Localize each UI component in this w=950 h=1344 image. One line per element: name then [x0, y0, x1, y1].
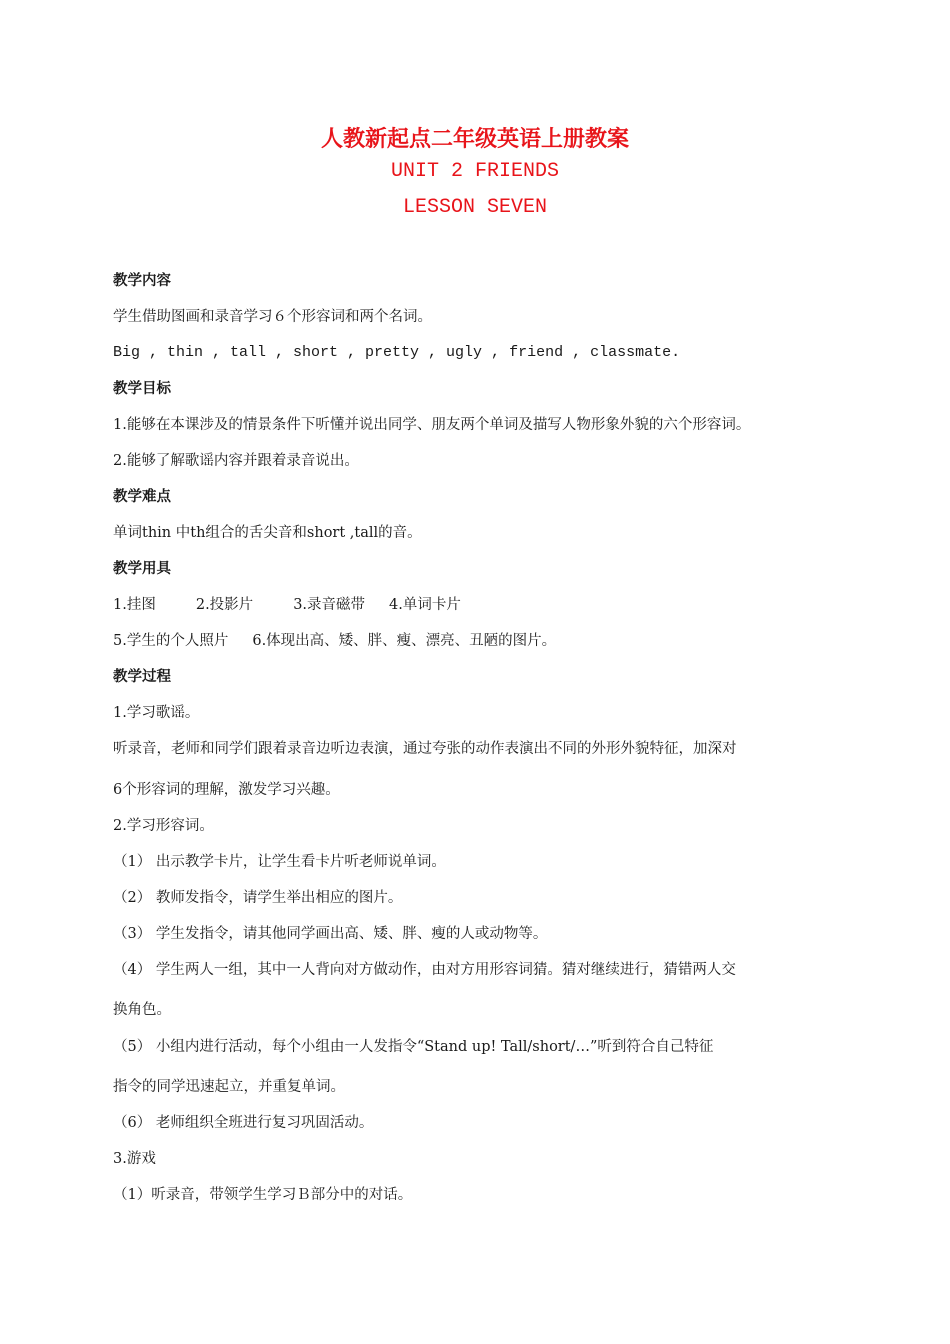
vocabulary-line: Big , thin , tall , short , pretty , ugly , friend , classmate. — [113, 344, 681, 361]
tools-row — [113, 595, 461, 615]
tool-item: 2.投影片 — [195, 597, 254, 613]
tools-row — [113, 631, 556, 651]
objective-item: 1.能够在本课涉及的情景条件下听懂并说出同学、朋友两个单词及描写人物形象外貌的六个形容词。 — [113, 417, 751, 433]
process-substep-continued: 换角色。 — [113, 1002, 171, 1018]
lesson-title: LESSON SEVEN — [402, 196, 548, 219]
section-heading-objectives: 教学目标 — [113, 381, 171, 397]
tool-item: 4.单词卡片 — [389, 597, 461, 613]
process-text: 听录音，老师和同学们跟着录音边听边表演，通过夸张的动作表演出不同的外形外貌特征，加深对 — [113, 741, 737, 757]
process-substep: （1） 出示教学卡片，让学生看卡片听老师说单词。 — [113, 854, 446, 870]
process-substep: （1）听录音，带领学生学习Ｂ部分中的对话。 — [113, 1187, 413, 1203]
process-substep: （6） 老师组织全班进行复习巩固活动。 — [113, 1115, 374, 1131]
tool-item: 3.录音磁带 — [293, 597, 366, 613]
tool-item: 6.体现出高、矮、胖、瘦、漂亮、丑陋的图片。 — [252, 633, 557, 649]
tool-item: 1.挂图 — [113, 597, 156, 613]
process-step: 3.游戏 — [113, 1151, 156, 1167]
section-heading-content: 教学内容 — [113, 273, 171, 289]
process-step: 1.学习歌谣。 — [113, 705, 200, 721]
process-substep: （3） 学生发指令，请其他同学画出高、矮、胖、瘦的人或动物等。 — [113, 926, 548, 942]
unit-title: UNIT 2 FRIENDS — [390, 160, 560, 183]
section-heading-process: 教学过程 — [113, 669, 171, 685]
difficulty-line: 单词thin 中th组合的舌尖音和short ,tall的音。 — [113, 525, 422, 541]
process-substep-continued: 指令的同学迅速起立，并重复单词。 — [113, 1079, 345, 1095]
content-line: 学生借助图画和录音学习６个形容词和两个名词。 — [113, 309, 432, 325]
process-text: 6个形容词的理解，激发学习兴趣。 — [113, 782, 340, 798]
process-step: 2.学习形容词。 — [113, 818, 214, 834]
document-title: 人教新起点二年级英语上册教案 — [320, 127, 629, 152]
section-heading-difficulties: 教学难点 — [113, 489, 171, 505]
tool-item: 5.学生的个人照片 — [113, 633, 229, 649]
section-heading-tools: 教学用具 — [113, 561, 171, 577]
process-substep: （2） 教师发指令，请学生举出相应的图片。 — [113, 890, 403, 906]
process-substep: （5） 小组内进行活动，每个小组由一人发指令“Stand up! Tall/short/…”听到符合自己特征 — [113, 1039, 714, 1055]
process-substep: （4） 学生两人一组，其中一人背向对方做动作，由对方用形容词猜。猜对继续进行，猜错两人交 — [113, 962, 736, 978]
objective-item: 2.能够了解歌谣内容并跟着录音说出。 — [113, 453, 359, 469]
